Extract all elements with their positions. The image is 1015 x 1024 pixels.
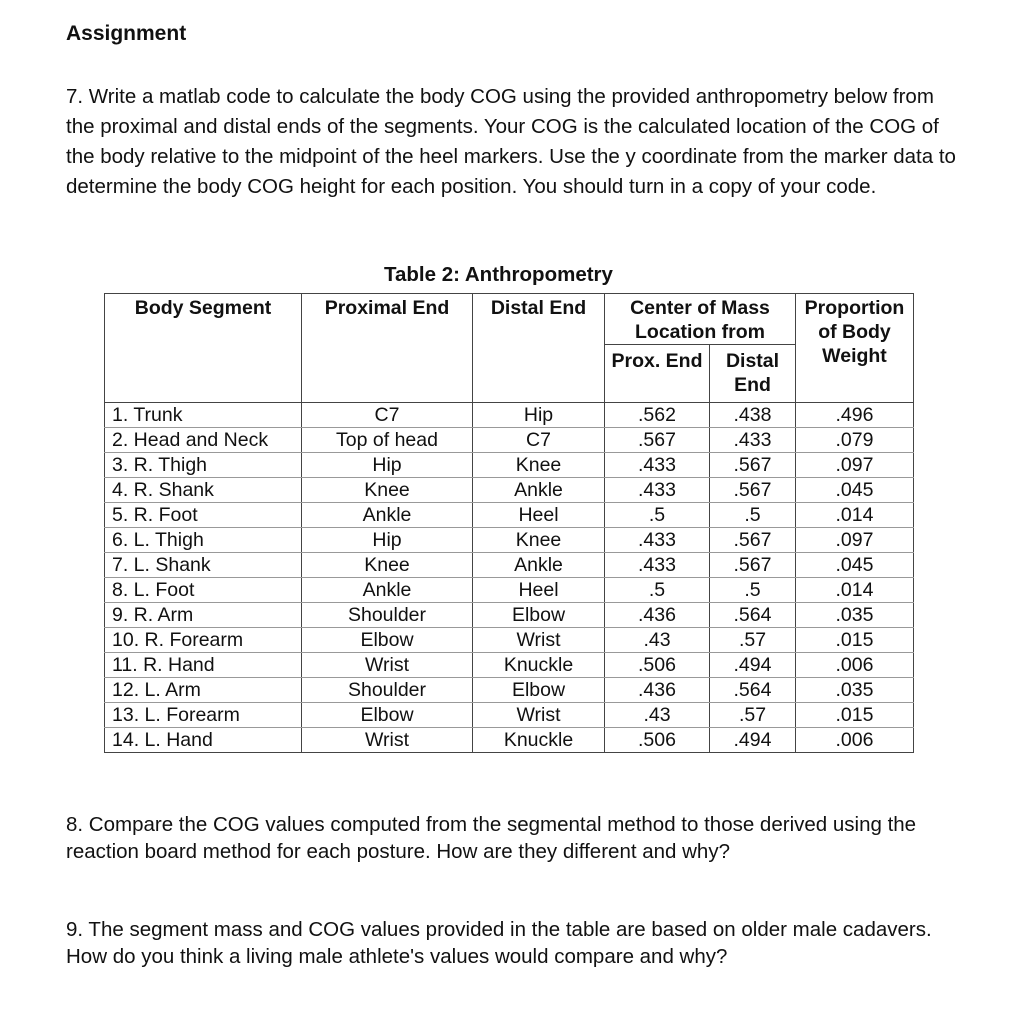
prox-fraction-cell: .567 <box>605 428 710 453</box>
table-row <box>105 628 914 653</box>
header-center-of-mass: Center of Mass Location from <box>605 294 796 345</box>
prox-fraction-cell: .562 <box>605 403 710 428</box>
table-title: Table 2: Anthropometry <box>384 263 613 286</box>
table-row <box>105 403 914 428</box>
header-distal-end: Distal End <box>473 294 605 403</box>
page-title: Assignment <box>66 22 187 45</box>
proximal-cell: Wrist <box>302 728 473 753</box>
distal-fraction-cell: .567 <box>710 528 796 553</box>
segment-cell: 9. R. Arm <box>105 603 302 628</box>
distal-fraction-cell: .494 <box>710 728 796 753</box>
segment-cell: 2. Head and Neck <box>105 428 302 453</box>
question-8: 8. Compare the COG values computed from the segmental method to those derived using the reaction board method for each posture. How are they different and why? <box>66 813 917 863</box>
segment-cell: 10. R. Forearm <box>105 628 302 653</box>
prox-fraction-cell: .433 <box>605 553 710 578</box>
prox-fraction-cell: .436 <box>605 678 710 703</box>
prox-fraction-cell: .43 <box>605 703 710 728</box>
prox-fraction-cell: .5 <box>605 578 710 603</box>
proportion-cell: .014 <box>796 503 914 528</box>
segment-cell: 7. L. Shank <box>105 553 302 578</box>
distal-cell: Knee <box>473 453 605 478</box>
header-proportion: Proportion of Body Weight <box>796 294 914 403</box>
table-row <box>105 528 914 553</box>
proximal-cell: Shoulder <box>302 603 473 628</box>
proximal-cell: Wrist <box>302 653 473 678</box>
table-row <box>105 428 914 453</box>
table-body <box>105 403 914 753</box>
distal-cell: Heel <box>473 503 605 528</box>
proximal-cell: Top of head <box>302 428 473 453</box>
segment-cell: 4. R. Shank <box>105 478 302 503</box>
header-body-segment: Body Segment <box>105 294 302 403</box>
segment-cell: 5. R. Foot <box>105 503 302 528</box>
distal-cell: Elbow <box>473 678 605 703</box>
proximal-cell: Hip <box>302 453 473 478</box>
proximal-cell: Knee <box>302 478 473 503</box>
prox-fraction-cell: .436 <box>605 603 710 628</box>
proportion-cell: .097 <box>796 528 914 553</box>
table-row <box>105 703 914 728</box>
proportion-cell: .035 <box>796 603 914 628</box>
proximal-cell: Knee <box>302 553 473 578</box>
question-9: 9. The segment mass and COG values provided in the table are based on older male cadavers. How do you think a living male athlete's values would compare and why? <box>66 918 932 968</box>
segment-cell: 13. L. Forearm <box>105 703 302 728</box>
distal-fraction-cell: .57 <box>710 628 796 653</box>
proximal-cell: C7 <box>302 403 473 428</box>
prox-fraction-cell: .506 <box>605 728 710 753</box>
distal-cell: Knuckle <box>473 653 605 678</box>
distal-fraction-cell: .567 <box>710 453 796 478</box>
proximal-cell: Shoulder <box>302 678 473 703</box>
proportion-cell: .045 <box>796 478 914 503</box>
distal-fraction-cell: .5 <box>710 503 796 528</box>
prox-fraction-cell: .5 <box>605 503 710 528</box>
distal-cell: Knuckle <box>473 728 605 753</box>
distal-fraction-cell: .5 <box>710 578 796 603</box>
proportion-cell: .015 <box>796 703 914 728</box>
anthropometry-table <box>104 293 914 753</box>
distal-fraction-cell: .438 <box>710 403 796 428</box>
table-row <box>105 578 914 603</box>
segment-cell: 11. R. Hand <box>105 653 302 678</box>
proximal-cell: Ankle <box>302 503 473 528</box>
segment-cell: 8. L. Foot <box>105 578 302 603</box>
segment-cell: 3. R. Thigh <box>105 453 302 478</box>
proportion-cell: .006 <box>796 653 914 678</box>
distal-cell: Heel <box>473 578 605 603</box>
proportion-cell: .045 <box>796 553 914 578</box>
distal-fraction-cell: .564 <box>710 678 796 703</box>
proportion-cell: .015 <box>796 628 914 653</box>
prox-fraction-cell: .506 <box>605 653 710 678</box>
table-row <box>105 453 914 478</box>
table-row <box>105 503 914 528</box>
distal-cell: Wrist <box>473 628 605 653</box>
segment-cell: 12. L. Arm <box>105 678 302 703</box>
proximal-cell: Ankle <box>302 578 473 603</box>
proportion-cell: .035 <box>796 678 914 703</box>
table-row <box>105 603 914 628</box>
table-row <box>105 478 914 503</box>
distal-fraction-cell: .567 <box>710 553 796 578</box>
table-row <box>105 678 914 703</box>
distal-fraction-cell: .564 <box>710 603 796 628</box>
proportion-cell: .097 <box>796 453 914 478</box>
proximal-cell: Elbow <box>302 628 473 653</box>
distal-fraction-cell: .567 <box>710 478 796 503</box>
proportion-cell: .014 <box>796 578 914 603</box>
segment-cell: 1. Trunk <box>105 403 302 428</box>
distal-cell: Ankle <box>473 553 605 578</box>
distal-fraction-cell: .57 <box>710 703 796 728</box>
distal-cell: C7 <box>473 428 605 453</box>
header-prox-end: Prox. End <box>605 345 710 403</box>
prox-fraction-cell: .43 <box>605 628 710 653</box>
distal-cell: Wrist <box>473 703 605 728</box>
header-distal-end-sub: Distal End <box>710 345 796 403</box>
prox-fraction-cell: .433 <box>605 478 710 503</box>
proportion-cell: .496 <box>796 403 914 428</box>
segment-cell: 6. L. Thigh <box>105 528 302 553</box>
distal-fraction-cell: .494 <box>710 653 796 678</box>
table-row <box>105 653 914 678</box>
prox-fraction-cell: .433 <box>605 528 710 553</box>
table-row <box>105 553 914 578</box>
distal-fraction-cell: .433 <box>710 428 796 453</box>
proximal-cell: Elbow <box>302 703 473 728</box>
question-7: 7. Write a matlab code to calculate the body COG using the provided anthropometry below from the proximal and distal ends of the segments. Your COG is the calculated location of the COG of the body relative to the midpoint of the heel markers. Use the y coordinate from the marker data to determine the body COG height for each position. You should turn in a copy of your code. <box>66 85 956 198</box>
distal-cell: Knee <box>473 528 605 553</box>
header-proximal-end: Proximal End <box>302 294 473 403</box>
table-row <box>105 728 914 753</box>
distal-cell: Elbow <box>473 603 605 628</box>
proximal-cell: Hip <box>302 528 473 553</box>
proportion-cell: .079 <box>796 428 914 453</box>
proportion-cell: .006 <box>796 728 914 753</box>
segment-cell: 14. L. Hand <box>105 728 302 753</box>
distal-cell: Hip <box>473 403 605 428</box>
distal-cell: Ankle <box>473 478 605 503</box>
prox-fraction-cell: .433 <box>605 453 710 478</box>
